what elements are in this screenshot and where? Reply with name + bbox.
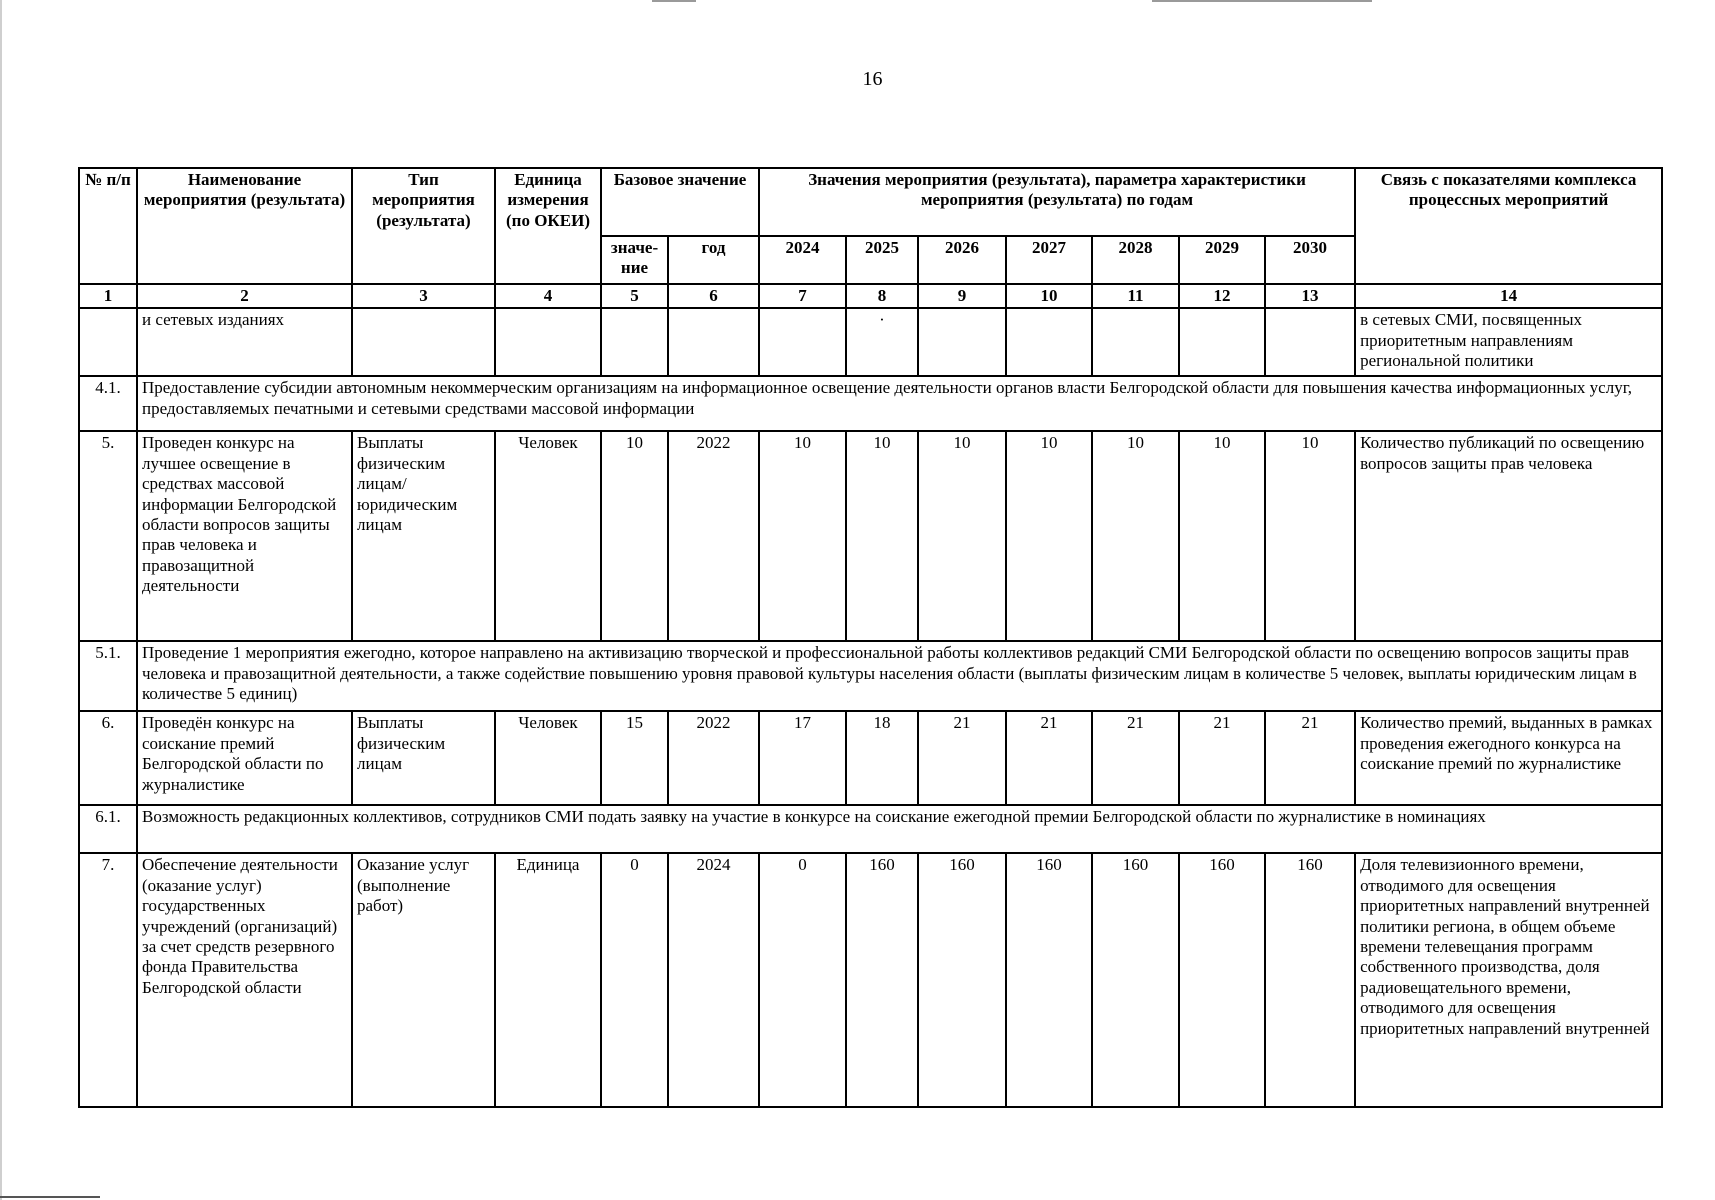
cell-unit: Человек bbox=[495, 711, 601, 805]
scan-artifact-line bbox=[652, 0, 696, 2]
page-number: 16 bbox=[862, 68, 883, 90]
table-row bbox=[79, 711, 1662, 805]
column-number: 3 bbox=[352, 284, 495, 308]
cell-value-2024: 10 bbox=[759, 431, 846, 641]
cell-value-2026: 10 bbox=[918, 431, 1006, 641]
cell-value-2029: 10 bbox=[1179, 431, 1265, 641]
description-row bbox=[79, 641, 1662, 711]
column-number: 8 bbox=[846, 284, 918, 308]
cell-value-2025: 18 bbox=[846, 711, 918, 805]
cell-description: Предоставление субсидии автономным некоммерческим организациям на информационное освещение деятельности органов власти Белгородской области для повышения качества информационных услуг, предоставляемых печатными и сетевыми средствами массовой информации bbox=[137, 376, 1662, 431]
description-row bbox=[79, 805, 1662, 853]
cell-value-2029: 160 bbox=[1179, 853, 1265, 1107]
cell-no: 5.1. bbox=[79, 641, 137, 711]
cell-name: Обеспечение деятельности (оказание услуг) государственных учреждений (организаций) за счет средств резервного фонда Правительства Белгородской области bbox=[137, 853, 352, 1107]
header-year: 2030 bbox=[1265, 236, 1355, 284]
stray-mark: · bbox=[846, 308, 918, 376]
cell-no: 4.1. bbox=[79, 376, 137, 431]
cell-value-2030: 10 bbox=[1265, 431, 1355, 641]
header-type: Тип мероприятия (результата) bbox=[352, 168, 495, 284]
results-table bbox=[78, 167, 1663, 1108]
header-name: Наименование мероприятия (результата) bbox=[137, 168, 352, 284]
header-year: 2025 bbox=[846, 236, 918, 284]
header-base: Базовое значение bbox=[601, 168, 759, 236]
column-number: 9 bbox=[918, 284, 1006, 308]
cell-value-2024: 0 bbox=[759, 853, 846, 1107]
header-no: № п/п bbox=[79, 168, 137, 284]
cell-value-2029: 21 bbox=[1179, 711, 1265, 805]
cell-base-value: 10 bbox=[601, 431, 668, 641]
column-number: 12 bbox=[1179, 284, 1265, 308]
cell-value-2027: 21 bbox=[1006, 711, 1092, 805]
cell-link: Доля телевизионного времени, отводимого для освещения приоритетных направлений внутренней политики региона, в общем объеме времени телевещания программ собственного производства, доля радиовещательного времени, отводимого для освещения приоритетных направлений внутренней bbox=[1355, 853, 1662, 1107]
cell-type: Выплаты физическим лицам bbox=[352, 711, 495, 805]
column-number: 13 bbox=[1265, 284, 1355, 308]
cell-base-year: 2024 bbox=[668, 853, 759, 1107]
cell-link: Количество премий, выданных в рамках проведения ежегодного конкурса на соискание премий по журналистике bbox=[1355, 711, 1662, 805]
cell-description: Проведение 1 мероприятия ежегодно, которое направлено на активизацию творческой и профессиональной работы коллективов редакций СМИ Белгородской области по освещению вопросов защиты прав человека и правозащитной деятельности, а также содействие повышению уровня правовой культуры населения области (выплаты физическим лицам в количестве 5 человек, выплаты юридическим лицам в количестве 5 единиц) bbox=[137, 641, 1662, 711]
header-year: 2027 bbox=[1006, 236, 1092, 284]
header-base-value: значе-ние bbox=[601, 236, 668, 284]
column-number: 4 bbox=[495, 284, 601, 308]
cell-unit: Единица bbox=[495, 853, 601, 1107]
column-number: 6 bbox=[668, 284, 759, 308]
header-row bbox=[79, 168, 1662, 236]
cell-value-2027: 10 bbox=[1006, 431, 1092, 641]
column-number-row bbox=[79, 284, 1662, 308]
column-number: 1 bbox=[79, 284, 137, 308]
table-row bbox=[79, 431, 1662, 641]
cell-type: Оказание услуг (выполнение работ) bbox=[352, 853, 495, 1107]
column-number: 7 bbox=[759, 284, 846, 308]
cell-link: в сетевых СМИ, посвященных приоритетным направлениям региональной политики bbox=[1355, 308, 1662, 376]
cell-value-2026: 21 bbox=[918, 711, 1006, 805]
header-link: Связь с показателями комплекса процессных мероприятий bbox=[1355, 168, 1662, 284]
cell-link: Количество публикаций по освещению вопросов защиты прав человека bbox=[1355, 431, 1662, 641]
description-row bbox=[79, 376, 1662, 431]
cell-value-2025: 10 bbox=[846, 431, 918, 641]
column-number: 5 bbox=[601, 284, 668, 308]
cell-value-2030: 21 bbox=[1265, 711, 1355, 805]
scan-edge bbox=[0, 0, 2, 1200]
cell-base-year: 2022 bbox=[668, 711, 759, 805]
cell-description: Возможность редакционных коллективов, сотрудников СМИ подать заявку на участие в конкурсе на соискание ежегодной премии Белгородской области по журналистике в номинациях bbox=[137, 805, 1662, 853]
cell-no: 6.1. bbox=[79, 805, 137, 853]
cell-value-2028: 160 bbox=[1092, 853, 1179, 1107]
column-number: 2 bbox=[137, 284, 352, 308]
column-number: 11 bbox=[1092, 284, 1179, 308]
header-year: 2028 bbox=[1092, 236, 1179, 284]
cell-value-2026: 160 bbox=[918, 853, 1006, 1107]
cell-base-value: 0 bbox=[601, 853, 668, 1107]
cell-no: 6. bbox=[79, 711, 137, 805]
cell-value-2027: 160 bbox=[1006, 853, 1092, 1107]
header-values: Значения мероприятия (результата), параметра характеристики мероприятия (результата) по годам bbox=[759, 168, 1355, 236]
cell-no: 7. bbox=[79, 853, 137, 1107]
cell-base-value: 15 bbox=[601, 711, 668, 805]
cell-value-2024: 17 bbox=[759, 711, 846, 805]
cell-value-2030: 160 bbox=[1265, 853, 1355, 1107]
cell-no: 5. bbox=[79, 431, 137, 641]
cell-value-2025: 160 bbox=[846, 853, 918, 1107]
continuation-row bbox=[79, 308, 1662, 376]
header-year: 2026 bbox=[918, 236, 1006, 284]
header-base-year: год bbox=[668, 236, 759, 284]
column-number: 10 bbox=[1006, 284, 1092, 308]
cell-value-2028: 10 bbox=[1092, 431, 1179, 641]
cell-name: Проведён конкурс на соискание премий Белгородской области по журналистике bbox=[137, 711, 352, 805]
cell-name: Проведен конкурс на лучшее освещение в средствах массовой информации Белгородской области вопросов защиты прав человека и правозащитной деятельности bbox=[137, 431, 352, 641]
column-number: 14 bbox=[1355, 284, 1662, 308]
cell-base-year: 2022 bbox=[668, 431, 759, 641]
cell-value-2028: 21 bbox=[1092, 711, 1179, 805]
header-year: 2024 bbox=[759, 236, 846, 284]
cell-unit: Человек bbox=[495, 431, 601, 641]
cell-type: Выплаты физическим лицам/ юридическим лицам bbox=[352, 431, 495, 641]
header-year: 2029 bbox=[1179, 236, 1265, 284]
header-unit: Единица измерения (по ОКЕИ) bbox=[495, 168, 601, 284]
scan-artifact-line bbox=[0, 1196, 100, 1198]
scan-artifact-line bbox=[1152, 0, 1372, 2]
cell-name: и сетевых изданиях bbox=[137, 308, 352, 376]
table-row bbox=[79, 853, 1662, 1107]
